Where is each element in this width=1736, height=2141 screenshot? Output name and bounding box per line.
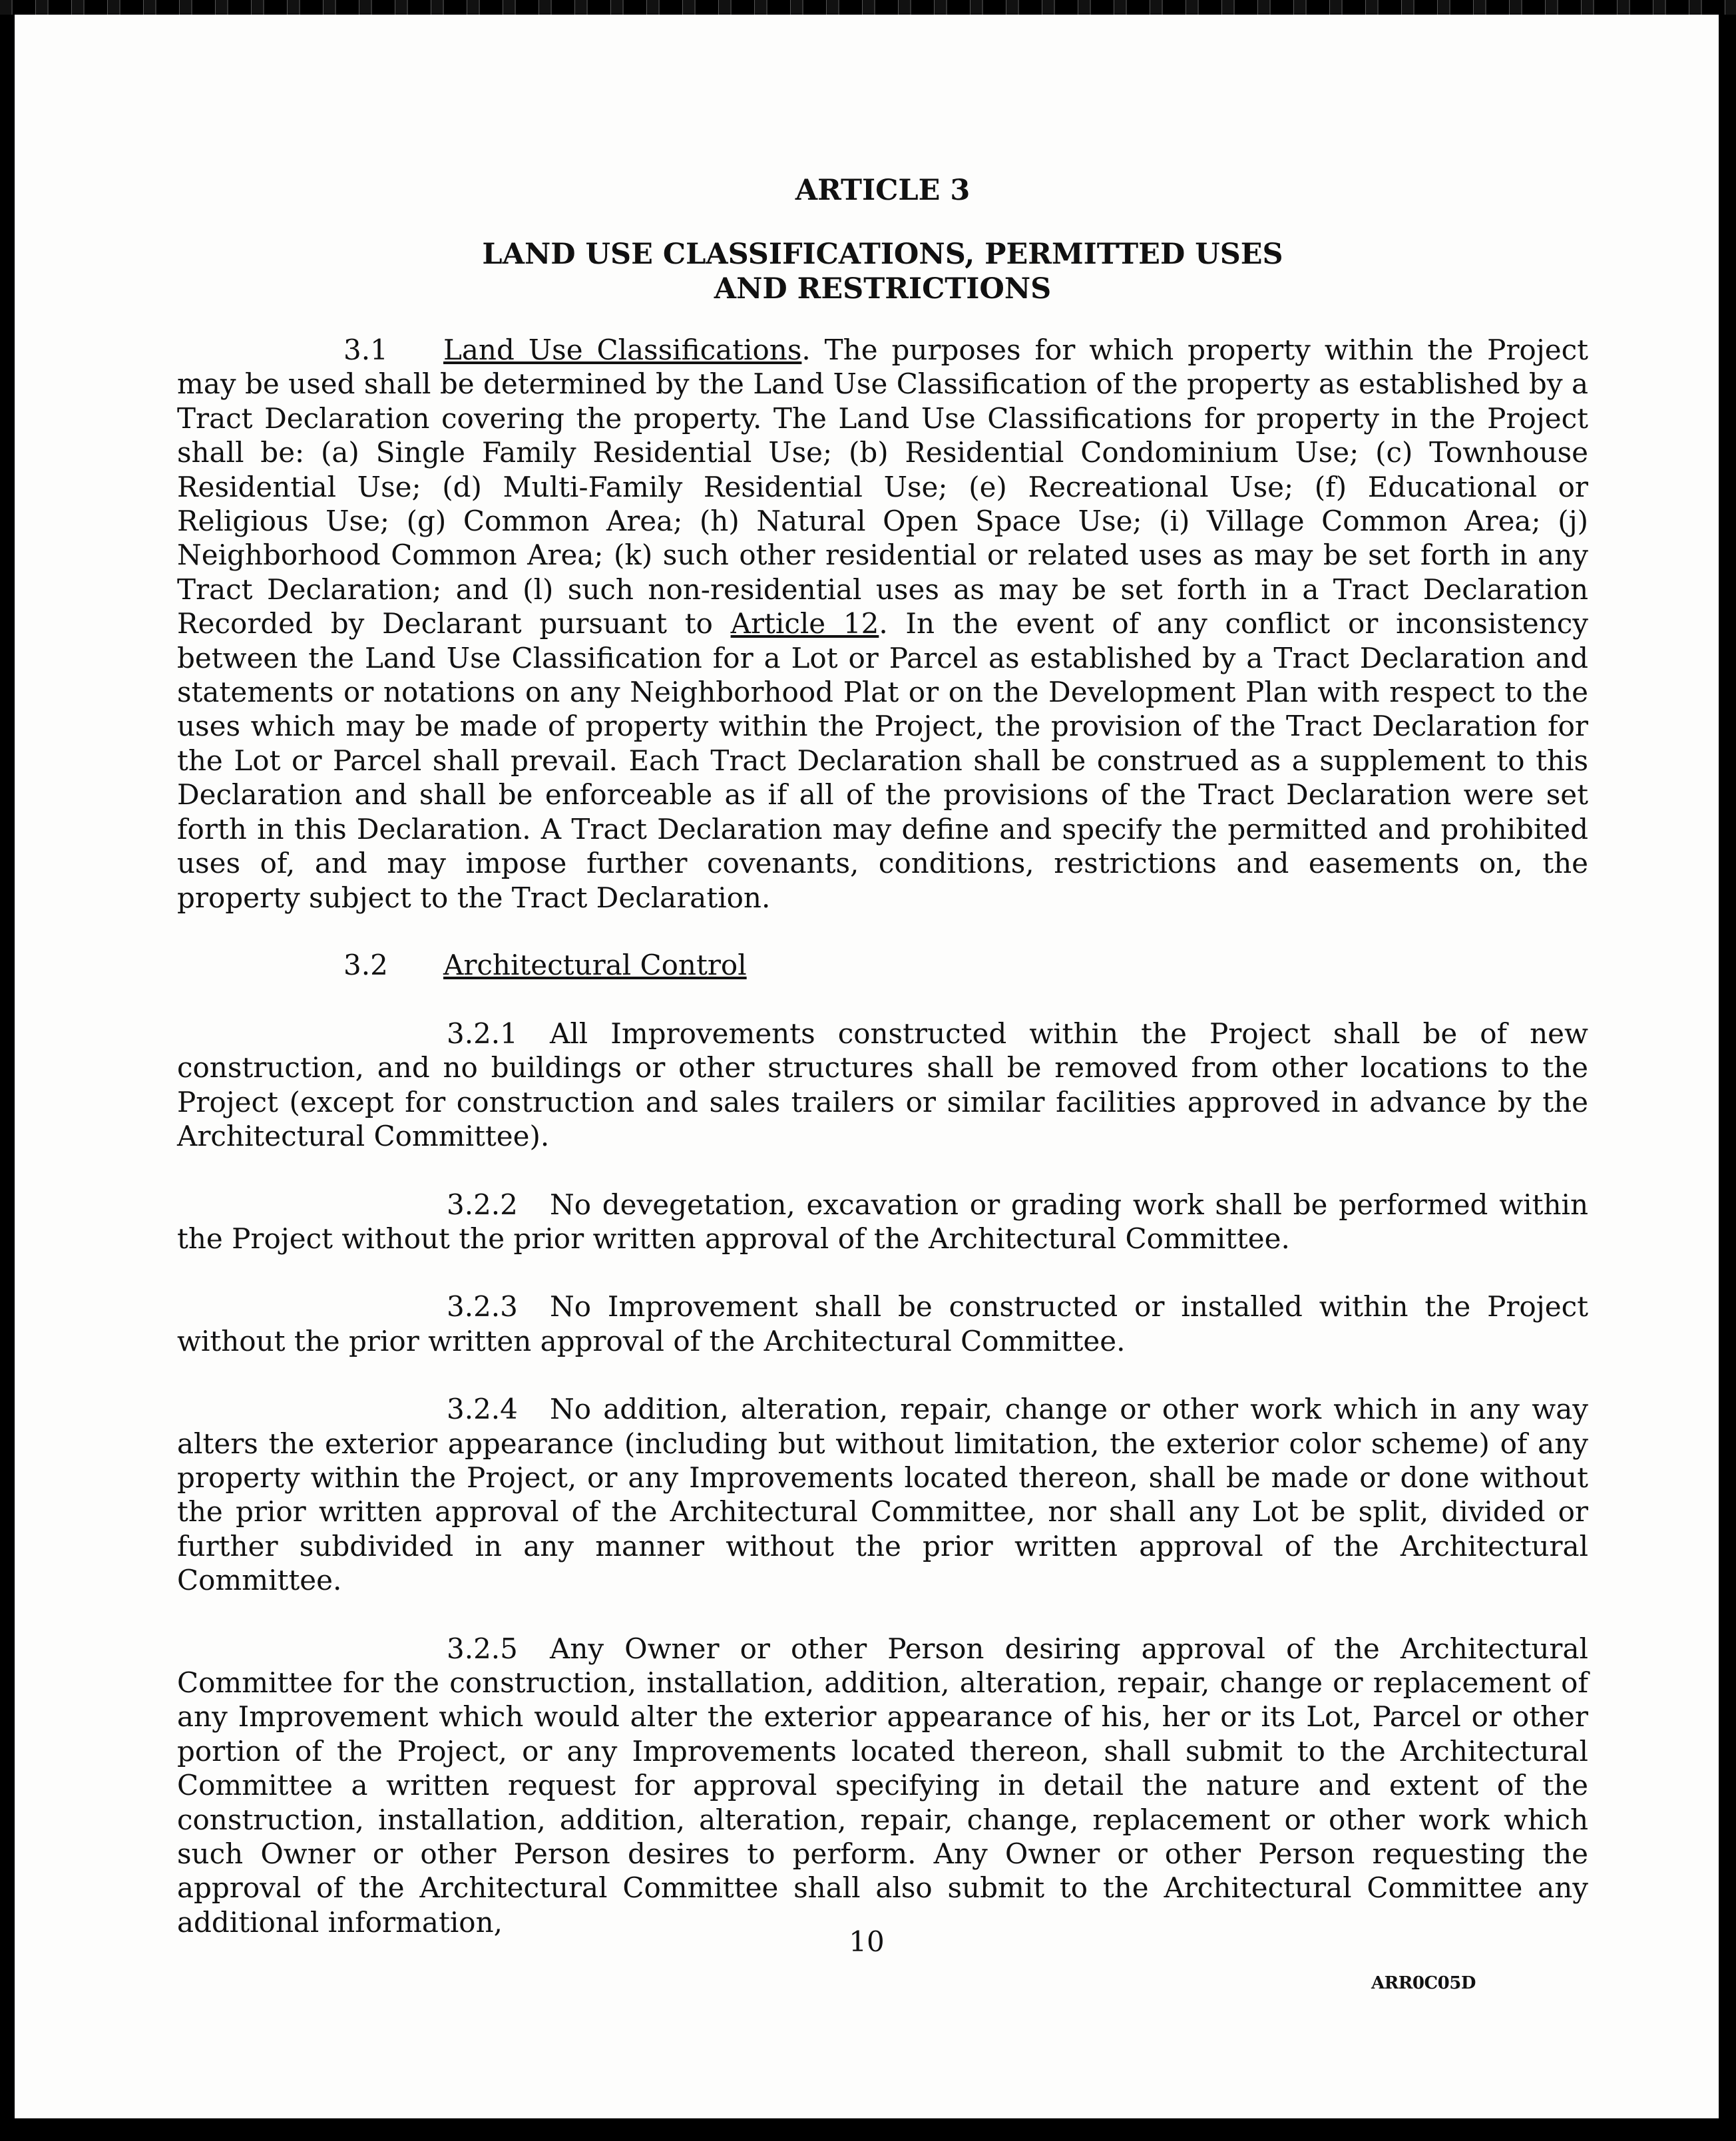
- subsection-number: 3.2.4: [447, 1393, 518, 1426]
- subsection-3-2-3: [177, 1290, 1588, 1358]
- section-number: 3.2: [343, 948, 388, 981]
- document-body: [177, 154, 1588, 1939]
- scan-speck: [5, 212, 9, 216]
- subsection-text: Any Owner or other Person desiring approval of the Architectural Committee for the construction, installation, addition, alteration, repair, change or replacement of any Improvement which would alter the exterior appearance of his, her or its Lot, Parcel or other portion of the Project, or any Improvements located thereon, shall submit to the Architectural Committee a written request for approval specifying in detail the nature and extent of the construction, installation, addition, alteration, repair, change, replacement or other work which such Owner or other Person desires to perform. Any Owner or other Person requesting the approval of the Architectural Committee shall also submit to the Architectural Committee any additional information,: [177, 1632, 1588, 1939]
- subsection-number: 3.2.3: [447, 1290, 518, 1323]
- document-page: [15, 15, 1719, 2118]
- scan-border-top: [0, 0, 1736, 15]
- subsection-number: 3.2.5: [447, 1632, 518, 1665]
- scan-speck: [1725, 1983, 1729, 1987]
- subsection-3-2-2: [177, 1188, 1588, 1256]
- article-title-line-2: AND RESTRICTIONS: [714, 272, 1052, 306]
- article-title: [177, 237, 1588, 306]
- subsection-text: No Improvement shall be constructed or installed within the Project without the prior written approval of the Architectural Committee.: [177, 1290, 1588, 1357]
- subsection-text: No addition, alteration, repair, change or other work which in any way alters the exterior appearance (including but without limitation, the exterior color scheme) of any property within the Project, or any Improvements located thereon, shall be made or done without the prior written approval of the Architectural Committee, nor shall any Lot be split, divided or further subdivided in any manner without the prior written approval of the Architectural Committee.: [177, 1393, 1588, 1597]
- section-3-2-heading: [177, 948, 1588, 983]
- article-title-line-1: LAND USE CLASSIFICATIONS, PERMITTED USES: [482, 238, 1283, 271]
- document-code: ARR0C05D: [1371, 1973, 1476, 1993]
- subsection-3-2-4: [177, 1392, 1588, 1597]
- section-heading: Land Use Classifications: [443, 334, 802, 366]
- scan-speck: [1725, 738, 1729, 742]
- article-heading: ARTICLE 3: [795, 174, 971, 207]
- section-text-b: . In the event of any conflict or inconsistency between the Land Use Classification for a Lot or Parcel as established by a Tract Declaration and statements or notations on any Neighborhood Plat or on the Development Plan with respect to the uses which may be made of property within the Project, the provision of the Tract Declaration for the Lot or Parcel shall prevail. Each Tract Declaration shall be construed as a supplement to this Declaration and shall be enforceable as if all of the provisions of the Tract Declaration were set forth in this Declaration. A Tract Declaration may define and specify the permitted and prohibited uses of, and may impose further covenants, conditions, restrictions and easements on, the property subject to the Tract Declaration.: [177, 607, 1588, 914]
- subsection-number: 3.2.2: [447, 1188, 518, 1221]
- section-number: 3.1: [343, 334, 388, 366]
- page-number: 10: [849, 1925, 885, 1958]
- scan-speck: [5, 971, 9, 975]
- subsection-number: 3.2.1: [447, 1017, 518, 1050]
- subsection-text: All Improvements constructed within the Project shall be of new construction, and no buildings or other structures shall be removed from other locations to the Project (except for construction and sales trailers or similar facilities approved in advance by the Architectural Committee).: [177, 1017, 1588, 1153]
- section-3-1: [177, 333, 1588, 915]
- section-heading: Architectural Control: [443, 948, 747, 981]
- section-text-a: . The purposes for which property within the Project may be used shall be determined by the Land Use Classification of the property as established by a Tract Declaration covering the property. The Land Use Classifications for property in the Project shall be: (a) Single Family Residential Use; (b) Residential Condominium Use; (c) Townhouse Residential Use; (d) Multi-Family Residential Use; (e) Recreational Use; (f) Educational or Religious Use; (g) Common Area; (h) Natural Open Space Use; (i) Village Common Area; (j) Neighborhood Common Area; (k) such other residential or related uses as may be set forth in any Tract Declaration; and (l) such non-residential uses as may be set forth in a Tract Declaration Recorded by Declarant pursuant to: [177, 334, 1588, 640]
- subsection-3-2-1: [177, 1017, 1588, 1154]
- subsection-3-2-5: [177, 1632, 1588, 1940]
- subsection-text: No devegetation, excavation or grading work shall be performed within the Project without the prior written approval of the Architectural Committee.: [177, 1188, 1588, 1255]
- scan-speck: [5, 1417, 9, 1421]
- article-reference: Article 12: [730, 607, 879, 640]
